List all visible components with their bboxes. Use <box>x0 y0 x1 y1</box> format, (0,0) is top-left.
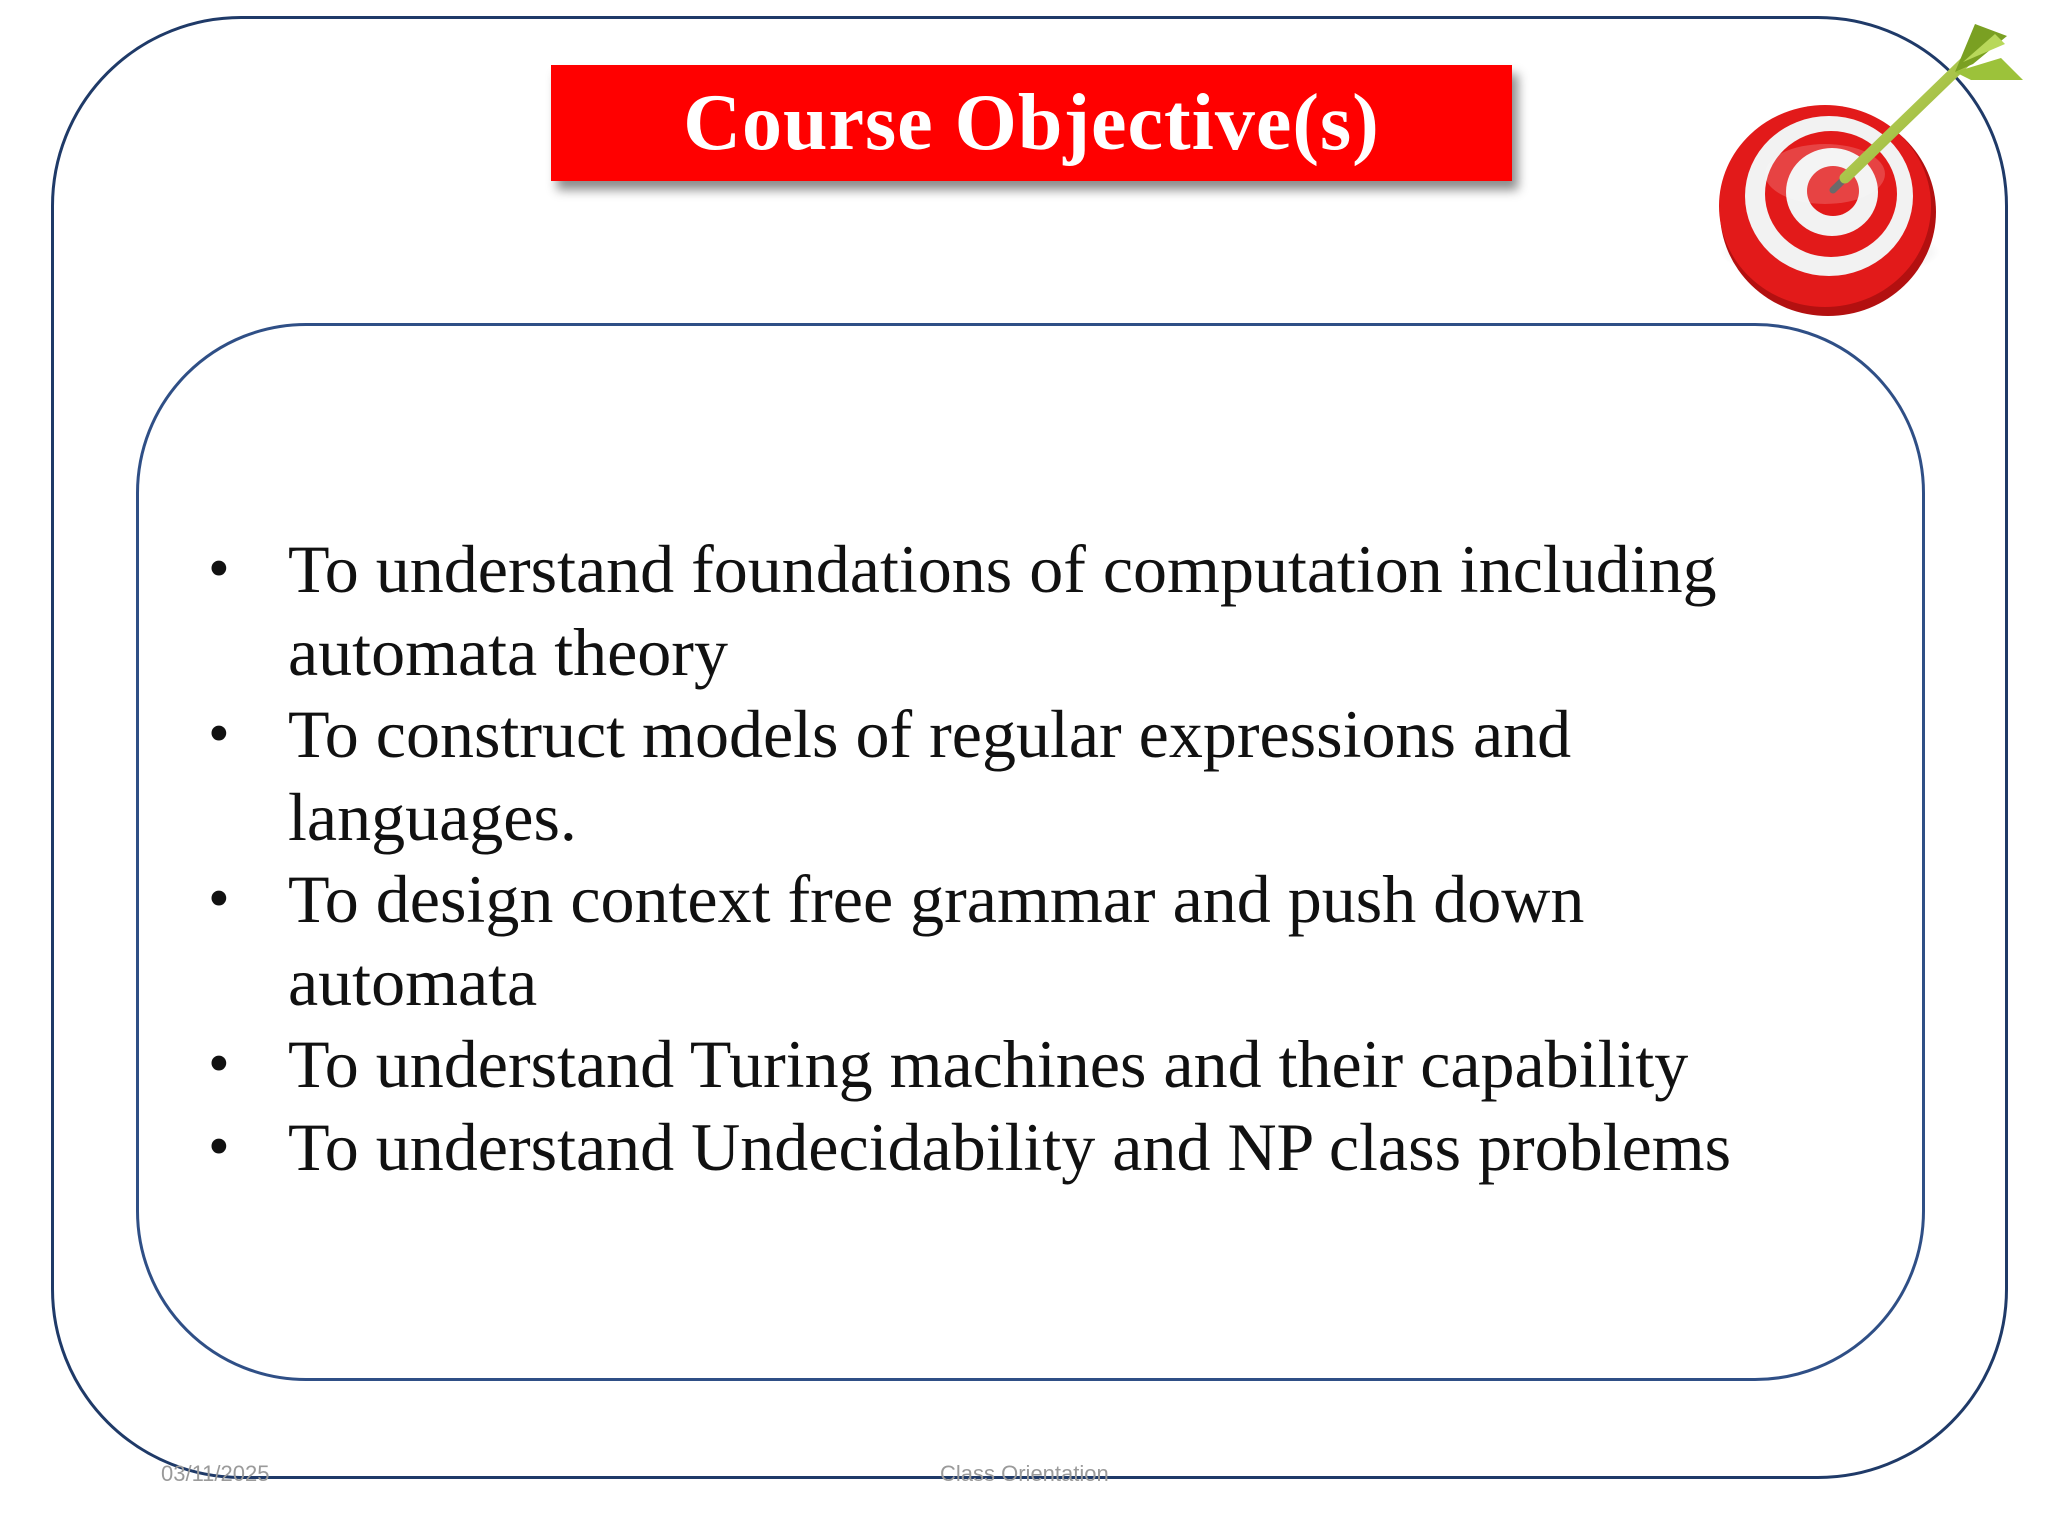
objective-line: automata <box>288 943 538 1020</box>
bullet: • <box>208 1112 230 1181</box>
title-banner <box>551 65 1512 181</box>
objective-line: To construct models of regular expressions and <box>288 696 1572 772</box>
objective-item <box>198 528 1848 693</box>
objective-item <box>198 1106 1848 1189</box>
bullet: • <box>208 700 230 768</box>
footer-label: Class Orientation <box>940 1461 1109 1486</box>
dartboard-target-icon <box>1705 14 2035 334</box>
objective-item <box>198 858 1848 1023</box>
objective-line: languages. <box>288 778 577 855</box>
bullet: • <box>208 865 230 933</box>
objective-item <box>198 1023 1848 1106</box>
footer-date: 03/11/2025 <box>161 1461 270 1486</box>
bullet: • <box>208 1030 230 1098</box>
objective-line: To design context free grammar and push down <box>288 861 1585 937</box>
objective-line: To understand Turing machines and their capability <box>288 1026 1689 1102</box>
objectives-list <box>198 528 1848 1188</box>
objective-line: automata theory <box>288 613 728 690</box>
slide-title: Course Objective(s) <box>683 79 1380 167</box>
objective-line: To understand Undecidability and NP class problems <box>288 1108 1732 1185</box>
bullet: • <box>208 535 230 603</box>
objective-item <box>198 693 1848 858</box>
objective-line: To understand foundations of computation including <box>288 531 1717 607</box>
